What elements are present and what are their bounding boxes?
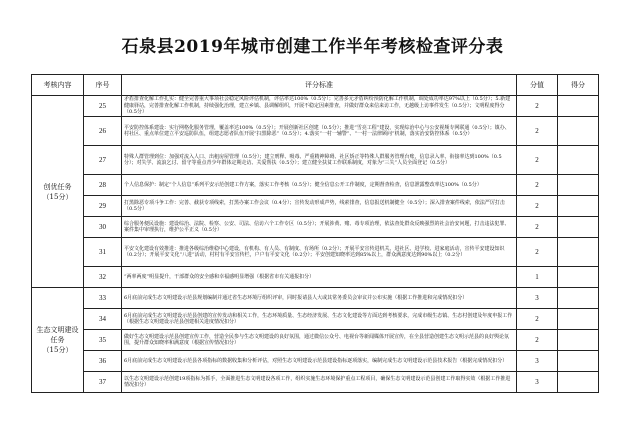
- row-number: 28: [84, 175, 122, 196]
- row-score: 2: [517, 196, 558, 217]
- row-obtained[interactable]: [558, 372, 599, 393]
- row-number: 32: [84, 267, 122, 288]
- header-obtained: 得分: [558, 75, 599, 96]
- category-name: 生态文明建设任务: [36, 326, 79, 344]
- row-obtained[interactable]: [558, 175, 599, 196]
- row-obtained[interactable]: [558, 117, 599, 146]
- table-row: [32, 330, 599, 351]
- row-score: 3: [517, 288, 558, 309]
- table-row: [32, 96, 599, 117]
- table-header-row: [32, 75, 599, 96]
- row-standard: 6月底前完成生态文明建设示范县创建的宣传发动和相关工作，生态环境质量、生态经济发展、生态文化建设等方面达到考核要求，完成市级生态镇、生态村创建及年度申报工作（根据生态文明建设示范县创建相关进度情况扣分）: [122, 309, 517, 330]
- row-score: 2: [517, 238, 558, 267]
- row-score: 2: [517, 175, 558, 196]
- row-number: 27: [84, 146, 122, 175]
- row-obtained[interactable]: [558, 330, 599, 351]
- row-number: 34: [84, 309, 122, 330]
- row-number: 33: [84, 288, 122, 309]
- row-number: 35: [84, 330, 122, 351]
- table-row: [32, 146, 599, 175]
- row-number: 30: [84, 217, 122, 238]
- row-obtained[interactable]: [558, 146, 599, 175]
- row-score: 2: [517, 217, 558, 238]
- row-standard: 平安防控体系建设：实行网格化服务管理，覆盖率达100%（0.5分）；开展创新社区创建（0.5分）；推进“雪亮工程”建设，实现综治中心与公安视频专网联通（0.5分）；镇办、村社区、重点单位建立平安巡防队伍，组建志愿者队伍开展“扫黑除恶”（0.5分）；4.落实“一村一辅警”、“一村一法律顾问”机制，落实治安防控体系（0.5分）: [122, 117, 517, 146]
- row-number: 29: [84, 196, 122, 217]
- row-obtained[interactable]: [558, 96, 599, 117]
- header-standard: 评分标准: [122, 75, 517, 96]
- row-obtained[interactable]: [558, 217, 599, 238]
- row-number: 25: [84, 96, 122, 117]
- row-score: 3: [517, 372, 558, 393]
- row-standard: 6月底前完成生态文明建设示范县各项指标的数据收集和分析评估，对照生态文明建设示范县建设指标逐项落实，编制完成生态文明建设示范县技术报告（根据完成情况扣分）: [122, 351, 517, 372]
- header-number: 序号: [84, 75, 122, 96]
- row-obtained[interactable]: [558, 267, 599, 288]
- row-standard: 平安文化建设有效推进：推进各级综治维稳中心建设，有机构、有人员、有制度、有场所（0.2分）；开展平安宣传进机关、进社区、进学校、进家庭活动，宣传平安建设知识（0.2分）；开展平安文化“八进”活动，村村有平安宣传栏，户户有平安文化（0.2分）；平安创建知晓率达到85%以上，群众满意度达到90%以上（0.2分）: [122, 238, 517, 267]
- row-number: 37: [84, 372, 122, 393]
- table-row: [32, 372, 599, 393]
- table-row: [32, 217, 599, 238]
- table-row: [32, 351, 599, 372]
- row-standard: 做好生态文明建设示范县创建宣传工作，营造全民参与生态文明建设的良好氛围，通过微信公众号、电视台等新闻媒体开展宣传，在全县营造创建生态文明示范县的良好舆论氛围，提升群众知晓率和满意度（根据宣传情况扣分）: [122, 330, 517, 351]
- category-cell: [32, 288, 84, 393]
- header-category: 考核内容: [32, 75, 84, 96]
- table-row: [32, 267, 599, 288]
- row-number: 26: [84, 117, 122, 146]
- row-score: 3: [517, 351, 558, 372]
- row-standard: 6月底前完成生态文明建设示范县规划编制并通过省生态环境厅组织评审，同时报请县人大或其常务委员会审议并公布实施（根据工作推进和完成情况扣分）: [122, 288, 517, 309]
- row-number: 36: [84, 351, 122, 372]
- category-points: （15分）: [42, 192, 73, 201]
- category-cell: [32, 96, 84, 288]
- row-score: 2: [517, 96, 558, 117]
- row-standard: 个人信息保护：制定“个人信息”系列平安示范创建工作方案，落实工作考核（0.5分）；健全信息公开工作制度，定期督查检查，信息泄露整改率达100%（0.5分）: [122, 175, 517, 196]
- row-standard: “两率两度”明显提升，干部群众的安全感和幸福感明显增强（根据省市有关通报扣分）: [122, 267, 517, 288]
- row-obtained[interactable]: [558, 309, 599, 330]
- table-row: [32, 196, 599, 217]
- table-row: [32, 238, 599, 267]
- row-score: 2: [517, 330, 558, 351]
- row-standard: 特殊人群管理到位：加强对流入人口、出租房屋管理（0.5分）；建立刑释、吸毒、严重精神障碍、社区矫正等特殊人群服务管理台账，信息录入率、衔接率达到100%（0.5分）；对失学、流浪乞讨、留守等重点青少年群体定期走访、关爱帮扶（0.5分）；建立健全扶贫工作联系制度，对象为“三失”人员全面登记（0.5分）: [122, 146, 517, 175]
- table-row: [32, 117, 599, 146]
- row-obtained[interactable]: [558, 238, 599, 267]
- row-obtained[interactable]: [558, 288, 599, 309]
- table-row: [32, 288, 599, 309]
- row-standard: 综合服务便民设施：建设综治、法院、检察、公安、司法、信访六个工作专区（0.5分）；开展涉黄、赌、毒专项治理，依法查处群众反映强烈的社会治安问题，打击违法犯罪、案件集中审理执行，维护公平正义（0.5分）: [122, 217, 517, 238]
- table-row: [32, 309, 599, 330]
- category-name: 创优任务: [43, 182, 72, 191]
- header-score: 分值: [517, 75, 558, 96]
- row-standard: 以生态文明建设示范创建19项指标为抓手，全面推进生态文明建设各项工作，组织实施生态环境保护重点工程项目，确保生态文明建设示范县创建工作取得实效（根据工作推进情况扣分）: [122, 372, 517, 393]
- row-score: 2: [517, 146, 558, 175]
- page-title: 石泉县2019年城市创建工作半年考核检查评分表: [121, 37, 504, 57]
- row-standard: 矛盾排查化解工作扎实：健全完善重大事项社会稳定风险评估机制，评估率达100%（0.5分）；完善多元矛盾纠纷预防化解工作机制，调处成功率达97%以上（0.5分）；5.新建健康驿站，完善排查化解工作机制，持续强化治理，建立乡镇、县调解组织，开展不稳定因素排查，并做好群众来信来访工作，无越级上访事件发生（0.5分）；文明程度得分（0.5分）: [122, 96, 517, 117]
- row-score: 1: [517, 267, 558, 288]
- score-table: [31, 74, 599, 393]
- row-obtained[interactable]: [558, 351, 599, 372]
- table-row: [32, 175, 599, 196]
- row-standard: 打黑除恶专项斗争工作：完善、截获专项线索，打黑办案工作会议（0.4分）；宣传发动形成声势，线索排查，信息报送机制健全（0.5分）；深入排查案件线索，依法严厉打击（0.5分）: [122, 196, 517, 217]
- row-obtained[interactable]: [558, 196, 599, 217]
- row-score: 2: [517, 309, 558, 330]
- row-score: 2: [517, 117, 558, 146]
- category-points: （15分）: [42, 346, 73, 354]
- row-number: 31: [84, 238, 122, 267]
